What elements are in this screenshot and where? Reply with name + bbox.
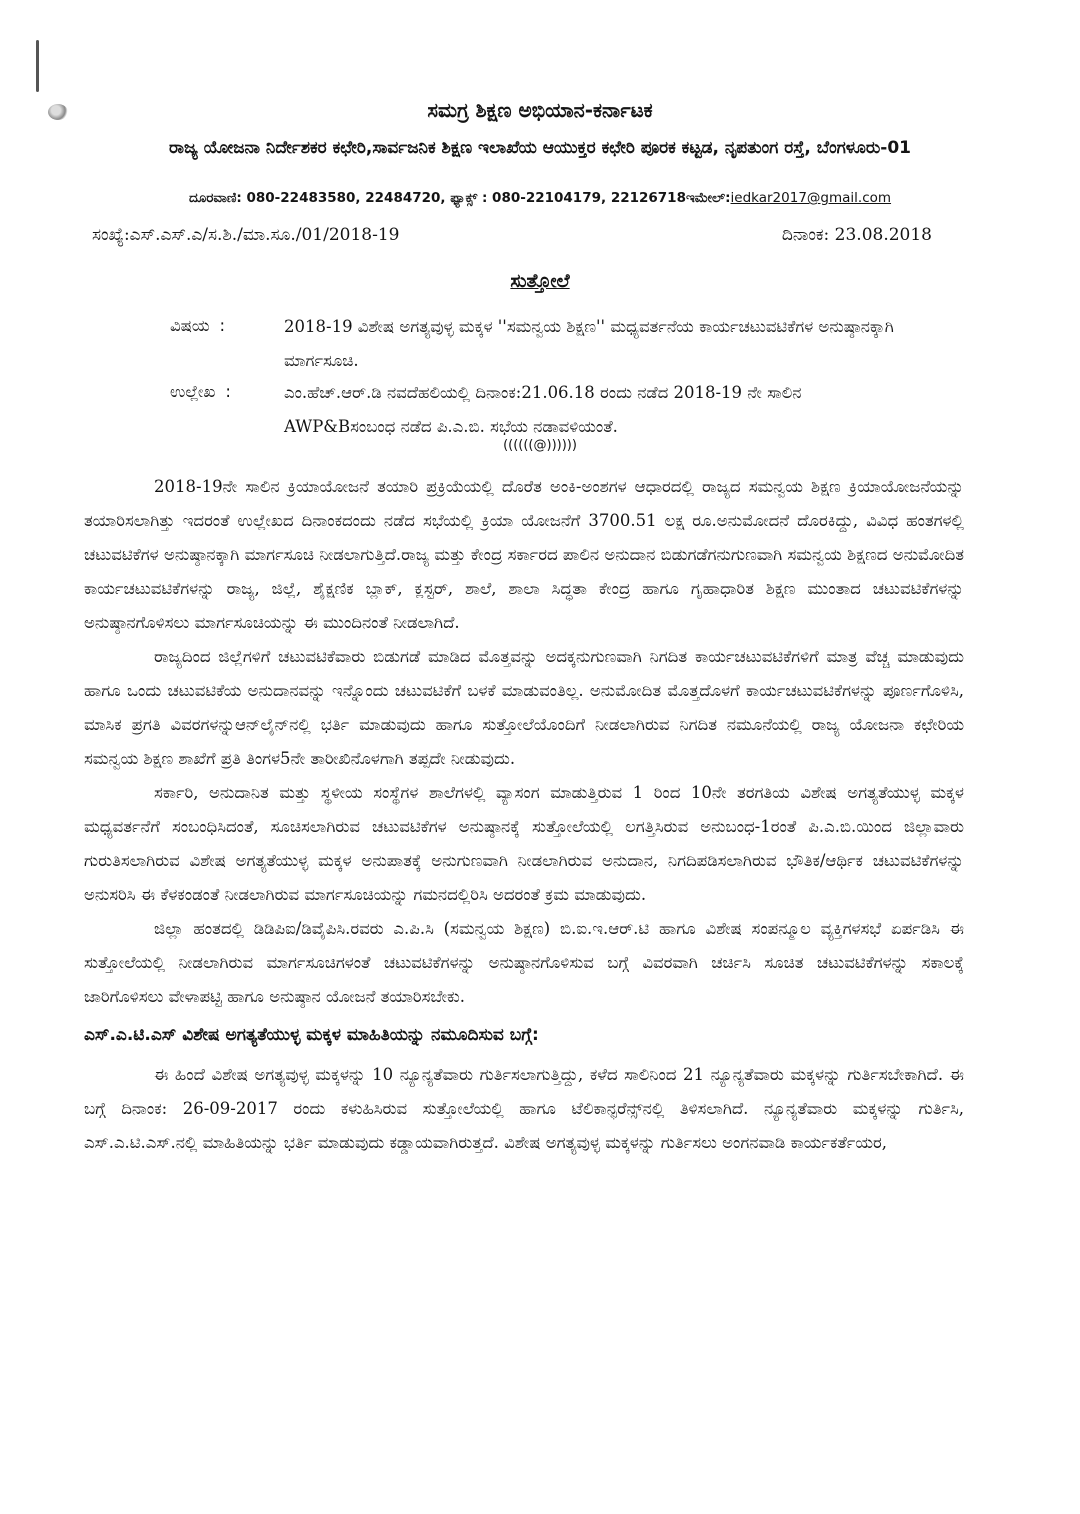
subject-label: ವಿಷಯ : (170, 316, 226, 335)
circular-title: ಸುತ್ತೋಲೆ (510, 270, 570, 292)
subject-text: 2018-19 ವಿಶೇಷ ಅಗತ್ಯವುಳ್ಳ ಮಕ್ಕಳ ''ಸಮನ್ವಯ ಶಿಕ್ಷಣ'' ಮಧ್ಯವರ್ತನೆಯ ಕಾರ್ಯಚಟುವಟಿಕೆಗಳ ಅನುಷ್ಠಾನಕ್ಕಾಗಿ ಮಾರ್ಗಸೂಚಿ. (284, 317, 894, 370)
contact-numbers: ದೂರವಾಣಿ: 080-22483580, 22484720, ಫ್ಯಾಕ್ಸ್ : 080-22104179, 22126718ಇಮೇಲ್: (188, 190, 731, 206)
reference-label: ಉಲ್ಲೇಖ : (170, 382, 231, 401)
section-heading: ಎಸ್.ಎ.ಟಿ.ಎಸ್ ವಿಶೇಷ ಅಗತ್ಯತೆಯುಳ್ಳ ಮಕ್ಕಳ ಮಾಹಿತಿಯನ್ನು ನಮೂದಿಸುವ ಬಗ್ಗೆ: (84, 1025, 539, 1045)
paragraph-4: ಜಿಲ್ಲಾ ಹಂತದಲ್ಲಿ ಡಿಡಿಪಿಐ/ಡಿವೈಪಿಸಿ.ರವರು ಎ.ಪಿ.ಸಿ (ಸಮನ್ವಯ ಶಿಕ್ಷಣ) ಬಿ.ಐ.ಇ.ಆರ್.ಟಿ ಹಾಗೂ ವಿಶೇಷ ಸಂಪನ್ಮೂಲ ವ್ಯಕ್ತಿಗಳಸಭೆ ಏರ್ಪಡಿಸಿ ಈ ಸುತ್ತೋಲೆಯಲ್ಲಿ ನೀಡಲಾಗಿರುವ ಮಾರ್ಗಸೂಚಿಗಳಂತೆ ಚಟುವಟಿಕೆಗಳನ್ನು ಅನುಷ್ಠಾನಗೊಳಿಸುವ ಬಗ್ಗೆ ವಿವರವಾಗಿ ಚರ್ಚಿಸಿ ಸೂಚಿತ ಚಟುವಟಿಕೆಗಳನ್ನು ಸಕಾಲಕ್ಕೆ ಜಾರಿಗೊಳಿಸಲು ವೇಳಾಪಟ್ಟಿ ಹಾಗೂ ಅನುಷ್ಠಾನ ಯೋಜನೆ ತಯಾರಿಸಬೇಕು. (84, 919, 964, 1006)
body-text (84, 470, 964, 1160)
scan-mark (36, 40, 39, 92)
paragraph-2: ರಾಜ್ಯದಿಂದ ಜಿಲ್ಲೆಗಳಿಗೆ ಚಟುವಟಿಕೆವಾರು ಬಿಡುಗಡೆ ಮಾಡಿದ ಮೊತ್ತವನ್ನು ಅದಕ್ಕನುಗುಣವಾಗಿ ನಿಗದಿತ ಕಾರ್ಯಚಟುವಟಿಕೆಗಳಿಗೆ ಮಾತ್ರ ವೆಚ್ಚ ಮಾಡುವುದು ಹಾಗೂ ಒಂದು ಚಟುವಟಿಕೆಯ ಅನುದಾನವನ್ನು ಇನ್ನೊಂದು ಚಟುವಟಿಕೆಗೆ ಬಳಕೆ ಮಾಡುವಂತಿಲ್ಲ. ಅನುಮೋದಿತ ಮೊತ್ತದೊಳಗೆ ಕಾರ್ಯಚಟುವಟಿಕೆಗಳನ್ನು ಪೂರ್ಣಗೊಳಿಸಿ, ಮಾಸಿಕ ಪ್ರಗತಿ ವಿವರಗಳನ್ನುಆನ್‌ಲೈನ್‌ನಲ್ಲಿ ಭರ್ತಿ ಮಾಡುವುದು ಹಾಗೂ ಸುತ್ತೋಲೆಯೊಂದಿಗೆ ನೀಡಲಾಗಿರುವ ನಿಗದಿತ ನಮೂನೆಯಲ್ಲಿ ರಾಜ್ಯ ಯೋಜನಾ ಕಛೇರಿಯ ಸಮನ್ವಯ ಶಿಕ್ಷಣ ಶಾಖೆಗೆ ಪ್ರತಿ ತಿಂಗಳ5ನೇ ತಾರೀಖಿನೊಳಗಾಗಿ ತಪ್ಪದೇ ನೀಡುವುದು. (84, 647, 964, 768)
paragraph-3: ಸರ್ಕಾರಿ, ಅನುದಾನಿತ ಮತ್ತು ಸ್ಥಳೀಯ ಸಂಸ್ಥೆಗಳ ಶಾಲೆಗಳಲ್ಲಿ ವ್ಯಾಸಂಗ ಮಾಡುತ್ತಿರುವ 1 ರಿಂದ 10ನೇ ತರಗತಿಯ ವಿಶೇಷ ಅಗತ್ಯತೆಯುಳ್ಳ ಮಕ್ಕಳ ಮಧ್ಯವರ್ತನೆಗೆ ಸಂಬಂಧಿಸಿದಂತೆ, ಸೂಚಿಸಲಾಗಿರುವ ಚಟುವಟಿಕೆಗಳ ಅನುಷ್ಠಾನಕ್ಕೆ ಸುತ್ತೋಲೆಯಲ್ಲಿ ಲಗತ್ತಿಸಿರುವ ಅನುಬಂಧ-1ರಂತೆ ಪಿ.ಎ.ಬಿ.ಯಿಂದ ಜಿಲ್ಲಾವಾರು ಗುರುತಿಸಲಾಗಿರುವ ವಿಶೇಷ ಅಗತ್ಯತೆಯುಳ್ಳ ಮಕ್ಕಳ ಅನುಪಾತಕ್ಕೆ ಅನುಗುಣವಾಗಿ ನೀಡಲಾಗಿರುವ ಅನುದಾನ, ನಿಗದಿಪಡಿಸಲಾಗಿರುವ ಭೌತಿಕ/ಆರ್ಥಿಕ ಚಟುವಟಿಕೆಗಳನ್ನು ಅನುಸರಿಸಿ ಈ ಕೆಳಕಂಡಂತೆ ನೀಡಲಾಗಿರುವ ಮಾರ್ಗಸೂಚಿಯನ್ನು ಗಮನದಲ್ಲಿರಿಸಿ ಅದರಂತೆ ಕ್ರಮ ಮಾಡುವುದು. (84, 783, 964, 904)
section-paragraph: ಈ ಹಿಂದೆ ವಿಶೇಷ ಅಗತ್ಯವುಳ್ಳ ಮಕ್ಕಳನ್ನು 10 ನ್ಯೂನ್ಯತೆವಾರು ಗುರ್ತಿಸಲಾಗುತ್ತಿದ್ದು, ಕಳೆದ ಸಾಲಿನಿಂದ 21 ನ್ಯೂನ್ಯತೆವಾರು ಮಕ್ಕಳನ್ನು ಗುರ್ತಿಸಬೇಕಾಗಿದೆ. ಈ ಬಗ್ಗೆ ದಿನಾಂಕ: 26-09-2017 ರಂದು ಕಳುಹಿಸಿರುವ ಸುತ್ತೋಲೆಯಲ್ಲಿ ಹಾಗೂ ಟೆಲಿಕಾನ್ಫರೆನ್ಸ್‌ನಲ್ಲಿ ತಿಳಿಸಲಾಗಿದೆ. ನ್ಯೂನ್ಯತೆವಾರು ಮಕ್ಕಳನ್ನು ಗುರ್ತಿಸಿ, ಎಸ್.ಎ.ಟಿ.ಎಸ್.ನಲ್ಲಿ ಮಾಹಿತಿಯನ್ನು ಭರ್ತಿ ಮಾಡುವುದು ಕಡ್ಡಾಯವಾಗಿರುತ್ತದೆ. ವಿಶೇಷ ಅಗತ್ಯವುಳ್ಳ ಮಕ್ಕಳನ್ನು ಗುರ್ತಿಸಲು ಅಂಗನವಾಡಿ ಕಾರ್ಯಕರ್ತೆಯರ, (84, 1065, 964, 1152)
contact-email[interactable]: iedkar2017@gmail.com (730, 190, 892, 206)
header-office-address: ರಾಜ್ಯ ಯೋಜನಾ ನಿರ್ದೇಶಕರ ಕಛೇರಿ,ಸಾರ್ವಜನಿಕ ಶಿಕ್ಷಣ ಇಲಾಖೆಯ ಆಯುಕ್ತರ ಕಛೇರಿ ಪೂರಕ ಕಟ್ಟಡ, ನೃಪತುಂಗ ರಸ್ತೆ, ಬೆಂಗಳೂರು-01 (169, 138, 911, 158)
reference-text: ಎಂ.ಹೆಚ್.ಆರ್.ಡಿ ನವದೆಹಲಿಯಲ್ಲಿ ದಿನಾಂಕ:21.06.18 ರಂದು ನಡೆದ 2018-19 ನೇ ಸಾಲಿನ AWP&Bಸಂಬಂಧ ನಡೆದ ಪಿ.ಎ.ಬಿ. ಸಭೆಯ ನಡಾವಳಿಯಂತೆ. (284, 383, 802, 436)
separator-symbol: ((((((@)))))) (503, 438, 577, 453)
header-contact (0, 190, 1080, 206)
document-date: ದಿನಾಂಕ: 23.08.2018 (781, 225, 932, 245)
paragraph-1: 2018-19ನೇ ಸಾಲಿನ ಕ್ರಿಯಾಯೋಜನೆ ತಯಾರಿ ಪ್ರಕ್ರಿಯೆಯಲ್ಲಿ ದೊರೆತ ಅಂಕಿ-ಅಂಶಗಳ ಆಧಾರದಲ್ಲಿ ರಾಜ್ಯದ ಸಮನ್ವಯ ಶಿಕ್ಷಣ ಕ್ರಿಯಾಯೋಜನೆಯನ್ನು ತಯಾರಿಸಲಾಗಿತ್ತು ಇದರಂತೆ ಉಲ್ಲೇಖದ ದಿನಾಂಕದಂದು ನಡೆದ ಸಭೆಯಲ್ಲಿ ಕ್ರಿಯಾ ಯೋಜನೆಗೆ 3700.51 ಲಕ್ಷ ರೂ.ಅನುಮೋದನೆ ದೊರಕಿದ್ದು, ವಿವಿಧ ಹಂತಗಳಲ್ಲಿ ಚಟುವಟಿಕೆಗಳ ಅನುಷ್ಠಾನಕ್ಕಾಗಿ ಮಾರ್ಗಸೂಚಿ ನೀಡಲಾಗುತ್ತಿದೆ.ರಾಜ್ಯ ಮತ್ತು ಕೇಂದ್ರ ಸರ್ಕಾರದ ಪಾಲಿನ ಅನುದಾನ ಬಿಡುಗಡೆಗನುಗುಣವಾಗಿ ಸಮನ್ವಯ ಶಿಕ್ಷಣದ ಅನುಮೋದಿತ ಕಾರ್ಯಚಟುವಟಿಕೆಗಳನ್ನು ರಾಜ್ಯ, ಜಿಲ್ಲೆ, ಶೈಕ್ಷಣಿಕ ಬ್ಲಾಕ್, ಕ್ಲಸ್ಟರ್, ಶಾಲೆ, ಶಾಲಾ ಸಿದ್ಧತಾ ಕೇಂದ್ರ ಹಾಗೂ ಗೃಹಾಧಾರಿತ ಶಿಕ್ಷಣ ಮುಂತಾದ ಚಟುವಟಿಕೆಗಳನ್ನು ಅನುಷ್ಠಾನಗೊಳಿಸಲು ಮಾರ್ಗಸೂಚಿಯನ್ನು ಈ ಮುಂದಿನಂತೆ ನೀಡಲಾಗಿದೆ. (84, 477, 964, 632)
reference-number: ಸಂಖ್ಯೆ:ಎಸ್.ಎಸ್.ಎ/ಸ.ಶಿ./ಮಾ.ಸೂ./01/2018-19 (92, 225, 400, 245)
header-title: ಸಮಗ್ರ ಶಿಕ್ಷಣ ಅಭಿಯಾನ-ಕರ್ನಾಟಕ (427, 98, 653, 122)
